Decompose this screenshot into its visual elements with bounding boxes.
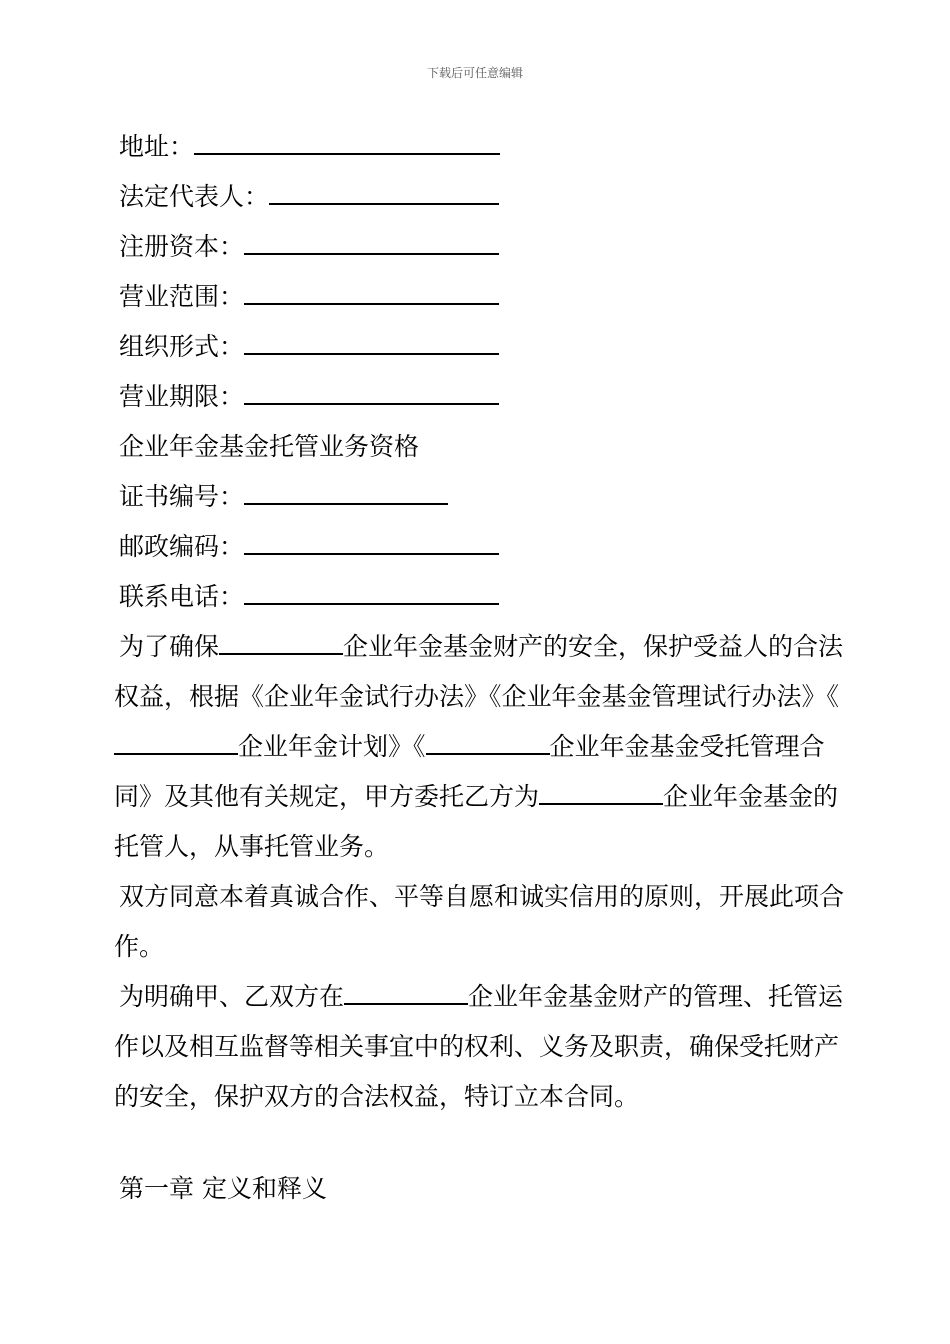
text-run: 为明确甲、乙双方在 [119, 982, 345, 1011]
text-run: 企业年金基金财产的安全，保护受益人的合法权益，根据《企业年金试行办法》《企业年金基金管理试行办法》《 [114, 632, 844, 711]
field-label: 组织形式： [119, 332, 245, 361]
field-label: 营业期限： [119, 382, 245, 411]
text-run: 企业年金基金受托管理合同》及其他有关规定，甲方委托乙方为 [114, 732, 825, 811]
field-phone [114, 572, 854, 622]
document-body [114, 122, 854, 1214]
blank-line [244, 523, 499, 555]
field-address [114, 122, 854, 172]
field-label: 地址： [119, 132, 195, 161]
blank-line [426, 727, 550, 755]
paragraph-agreement [114, 872, 854, 972]
qualification-text: 企业年金基金托管业务资格 [119, 432, 420, 461]
spacer [114, 1122, 854, 1164]
blank-line [244, 573, 499, 605]
blank-line [244, 473, 448, 505]
blank-line [194, 123, 500, 155]
blank-line [114, 727, 238, 755]
field-label: 营业范围： [119, 282, 245, 311]
field-label: 法定代表人： [119, 182, 270, 211]
paragraph-purpose [114, 622, 854, 872]
blank-line [244, 323, 499, 355]
paragraph-clarify [114, 972, 854, 1122]
field-label: 注册资本： [119, 232, 245, 261]
blank-line [244, 223, 499, 255]
field-organization-form [114, 322, 854, 372]
blank-line [244, 273, 499, 305]
text-run: 企业年金基金财产的管理、托管运作以及相互监督等相关事宜中的权利、义务及职责，确保受托财产的安全，保护双方的合法权益，特订立本合同。 [114, 982, 844, 1111]
blank-line [219, 627, 343, 655]
field-legal-representative [114, 172, 854, 222]
field-certificate-number [114, 472, 854, 522]
blank-line [244, 373, 499, 405]
qualification-title [114, 422, 854, 472]
chapter-heading: 第一章 定义和释义 [119, 1174, 327, 1203]
field-registered-capital [114, 222, 854, 272]
field-label: 联系电话： [119, 582, 245, 611]
text-run: 企业年金基金的托管人，从事托管业务。 [114, 782, 839, 861]
blank-line [344, 977, 468, 1005]
field-postal-code [114, 522, 854, 572]
blank-line [269, 173, 499, 205]
text-run: 企业年金计划》《 [238, 732, 426, 761]
field-label: 邮政编码： [119, 532, 245, 561]
text-run: 为了确保 [119, 632, 220, 661]
text-run: 双方同意本着真诚合作、平等自愿和诚实信用的原则，开展此项合作。 [114, 882, 845, 961]
page-header: 下载后可任意编辑 [426, 66, 523, 80]
field-business-scope [114, 272, 854, 322]
field-label: 证书编号： [119, 482, 245, 511]
field-business-term [114, 372, 854, 422]
blank-line [539, 777, 663, 805]
